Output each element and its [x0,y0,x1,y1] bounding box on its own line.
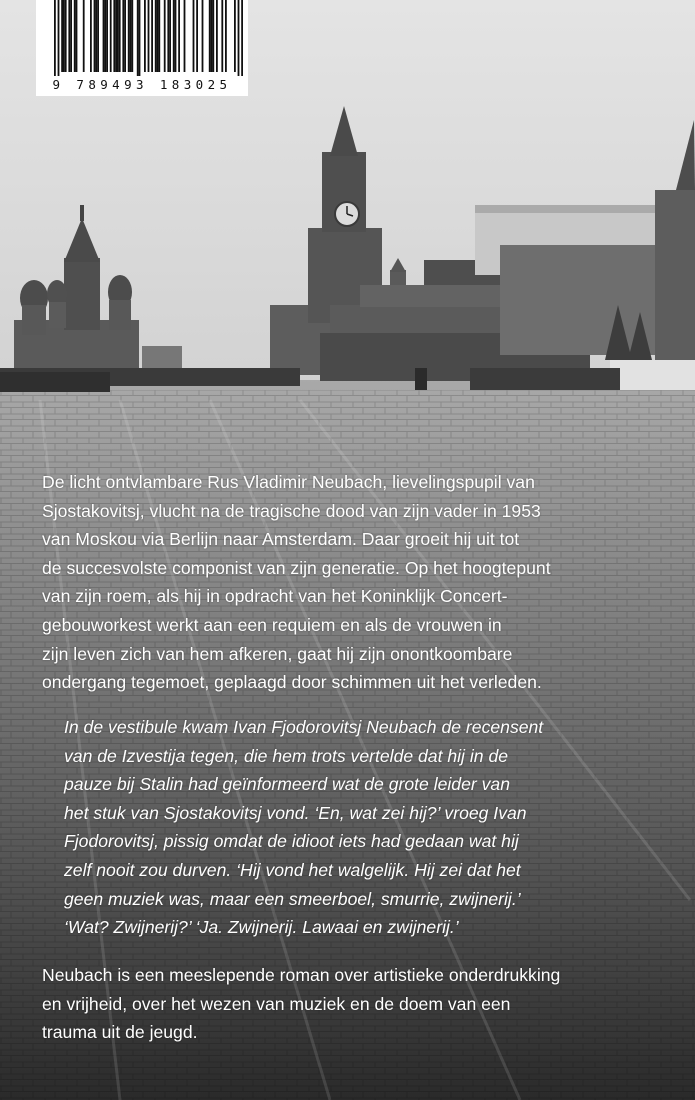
barcode-bar [68,0,70,72]
quote-line: Fjodorovitsj, pissig omdat de idioot iets had gedaan wat hij [64,831,519,852]
barcode-bar [103,0,105,72]
barcode-bar [209,0,211,72]
barcode-bar [155,0,157,72]
barcode-bar [173,0,175,72]
barcode-bar [157,0,159,72]
barcode-bar [167,0,169,72]
barcode-bar [117,0,119,72]
barcode-bar [106,0,108,72]
barcode-bar [65,0,67,72]
barcode-bar [58,0,60,76]
blurb-line: de succesvolste componist van zijn generatie. Op het hoogtepunt [42,557,551,578]
barcode-bar [144,0,146,72]
barcode-bar [131,0,133,72]
quote-line: geen muziek was, maar een smeerboel, smurrie, zwijnerij.’ [64,888,521,909]
quote-line: ‘Wat? Zwijnerij?’ ‘Ja. Zwijnerij. Lawaai en zwijnerij.’ [64,917,459,938]
barcode-bar [110,0,112,72]
blurb-line: De licht ontvlambare Rus Vladimir Neubach, lievelingspupil van [42,472,535,492]
blurb-line: gebouworkest werkt aan een requiem en als de vrouwen in [42,614,502,635]
barcode-bar [104,0,106,72]
closing-line: trauma uit de jeugd. [42,1022,198,1043]
barcode-bar [63,0,65,72]
barcode-bar [221,0,223,72]
quote-line: van de Izvestija tegen, die hem trots vertelde dat hij in de [64,745,509,766]
blurb-paragraph [42,468,654,697]
barcode-bar [169,0,171,72]
barcode-bar [61,0,63,72]
barcode-bar [128,0,130,72]
closing-line: Neubach is een meeslepende roman over artistieke onderdrukking [42,965,561,985]
barcode-bar [139,0,141,76]
barcode-bar [196,0,198,72]
barcode-bar [184,0,186,72]
barcode-bar [225,0,227,72]
barcode-bar [164,0,166,72]
blurb-line: van zijn roem, als hij in opdracht van het Koninklijk Concert- [42,586,508,607]
barcode-bar [175,0,177,72]
barcode-bar [193,0,195,72]
barcode-bar [124,0,126,72]
closing-line: en vrijheid, over het wezen van muziek en de doem van een [42,993,511,1014]
barcode-bar [122,0,124,72]
barcode-bar [211,0,213,72]
quote-line: het stuk van Sjostakovitsj vond. ‘En, wat zei hij?’ vroeg Ivan [64,802,527,823]
barcode-bar [113,0,115,72]
barcode-bar [74,0,76,72]
blurb-line: ondergang tegemoet, geplaagd door schimmen uit het verleden. [42,672,542,693]
barcode-bar [90,0,92,72]
blurb-line: zijn leven zich van hem afkeren, gaat hij zijn onontkoombare [42,643,513,664]
barcode-bar [76,0,78,72]
barcode-bar [212,0,214,72]
barcode-bar [97,0,99,72]
isbn-barcode [36,0,248,96]
barcode-bar [83,0,85,72]
barcode-bar [234,0,236,72]
blurb-line: van Moskou via Berlijn naar Amsterdam. Daar groeit hij uit tot [42,529,520,550]
barcode-bar [130,0,132,72]
closing-paragraph [42,961,654,1047]
barcode-bar [151,0,153,72]
barcode-bar [137,0,139,76]
barcode-bar [115,0,117,72]
barcode-bar [94,0,96,72]
barcode-bar [158,0,160,72]
quote-line: In de vestibule kwam Ivan Fjodorovitsj Neubach de recensent [64,717,544,737]
barcode-bar [238,0,240,76]
quote-line: zelf nooit zou durven. ‘Hij vond het walgelijk. Hij zei dat het [64,859,521,880]
barcode-bar [216,0,218,72]
barcode-bar [54,0,56,76]
barcode-bar [178,0,180,72]
blurb-line: Sjostakovitsj, vlucht na de tragische dood van zijn vader in 1953 [42,500,541,521]
barcode-bar [241,0,243,76]
quote-paragraph [64,713,676,942]
barcode-bar [70,0,72,72]
barcode-bar [148,0,150,72]
barcode-bar [119,0,121,72]
isbn-number: 9 789493 183025 [52,77,232,92]
quote-line: pauze bij Stalin had geïnformeerd wat de grote leider van [64,774,510,795]
barcode-bar [202,0,204,72]
barcode-bar [95,0,97,72]
